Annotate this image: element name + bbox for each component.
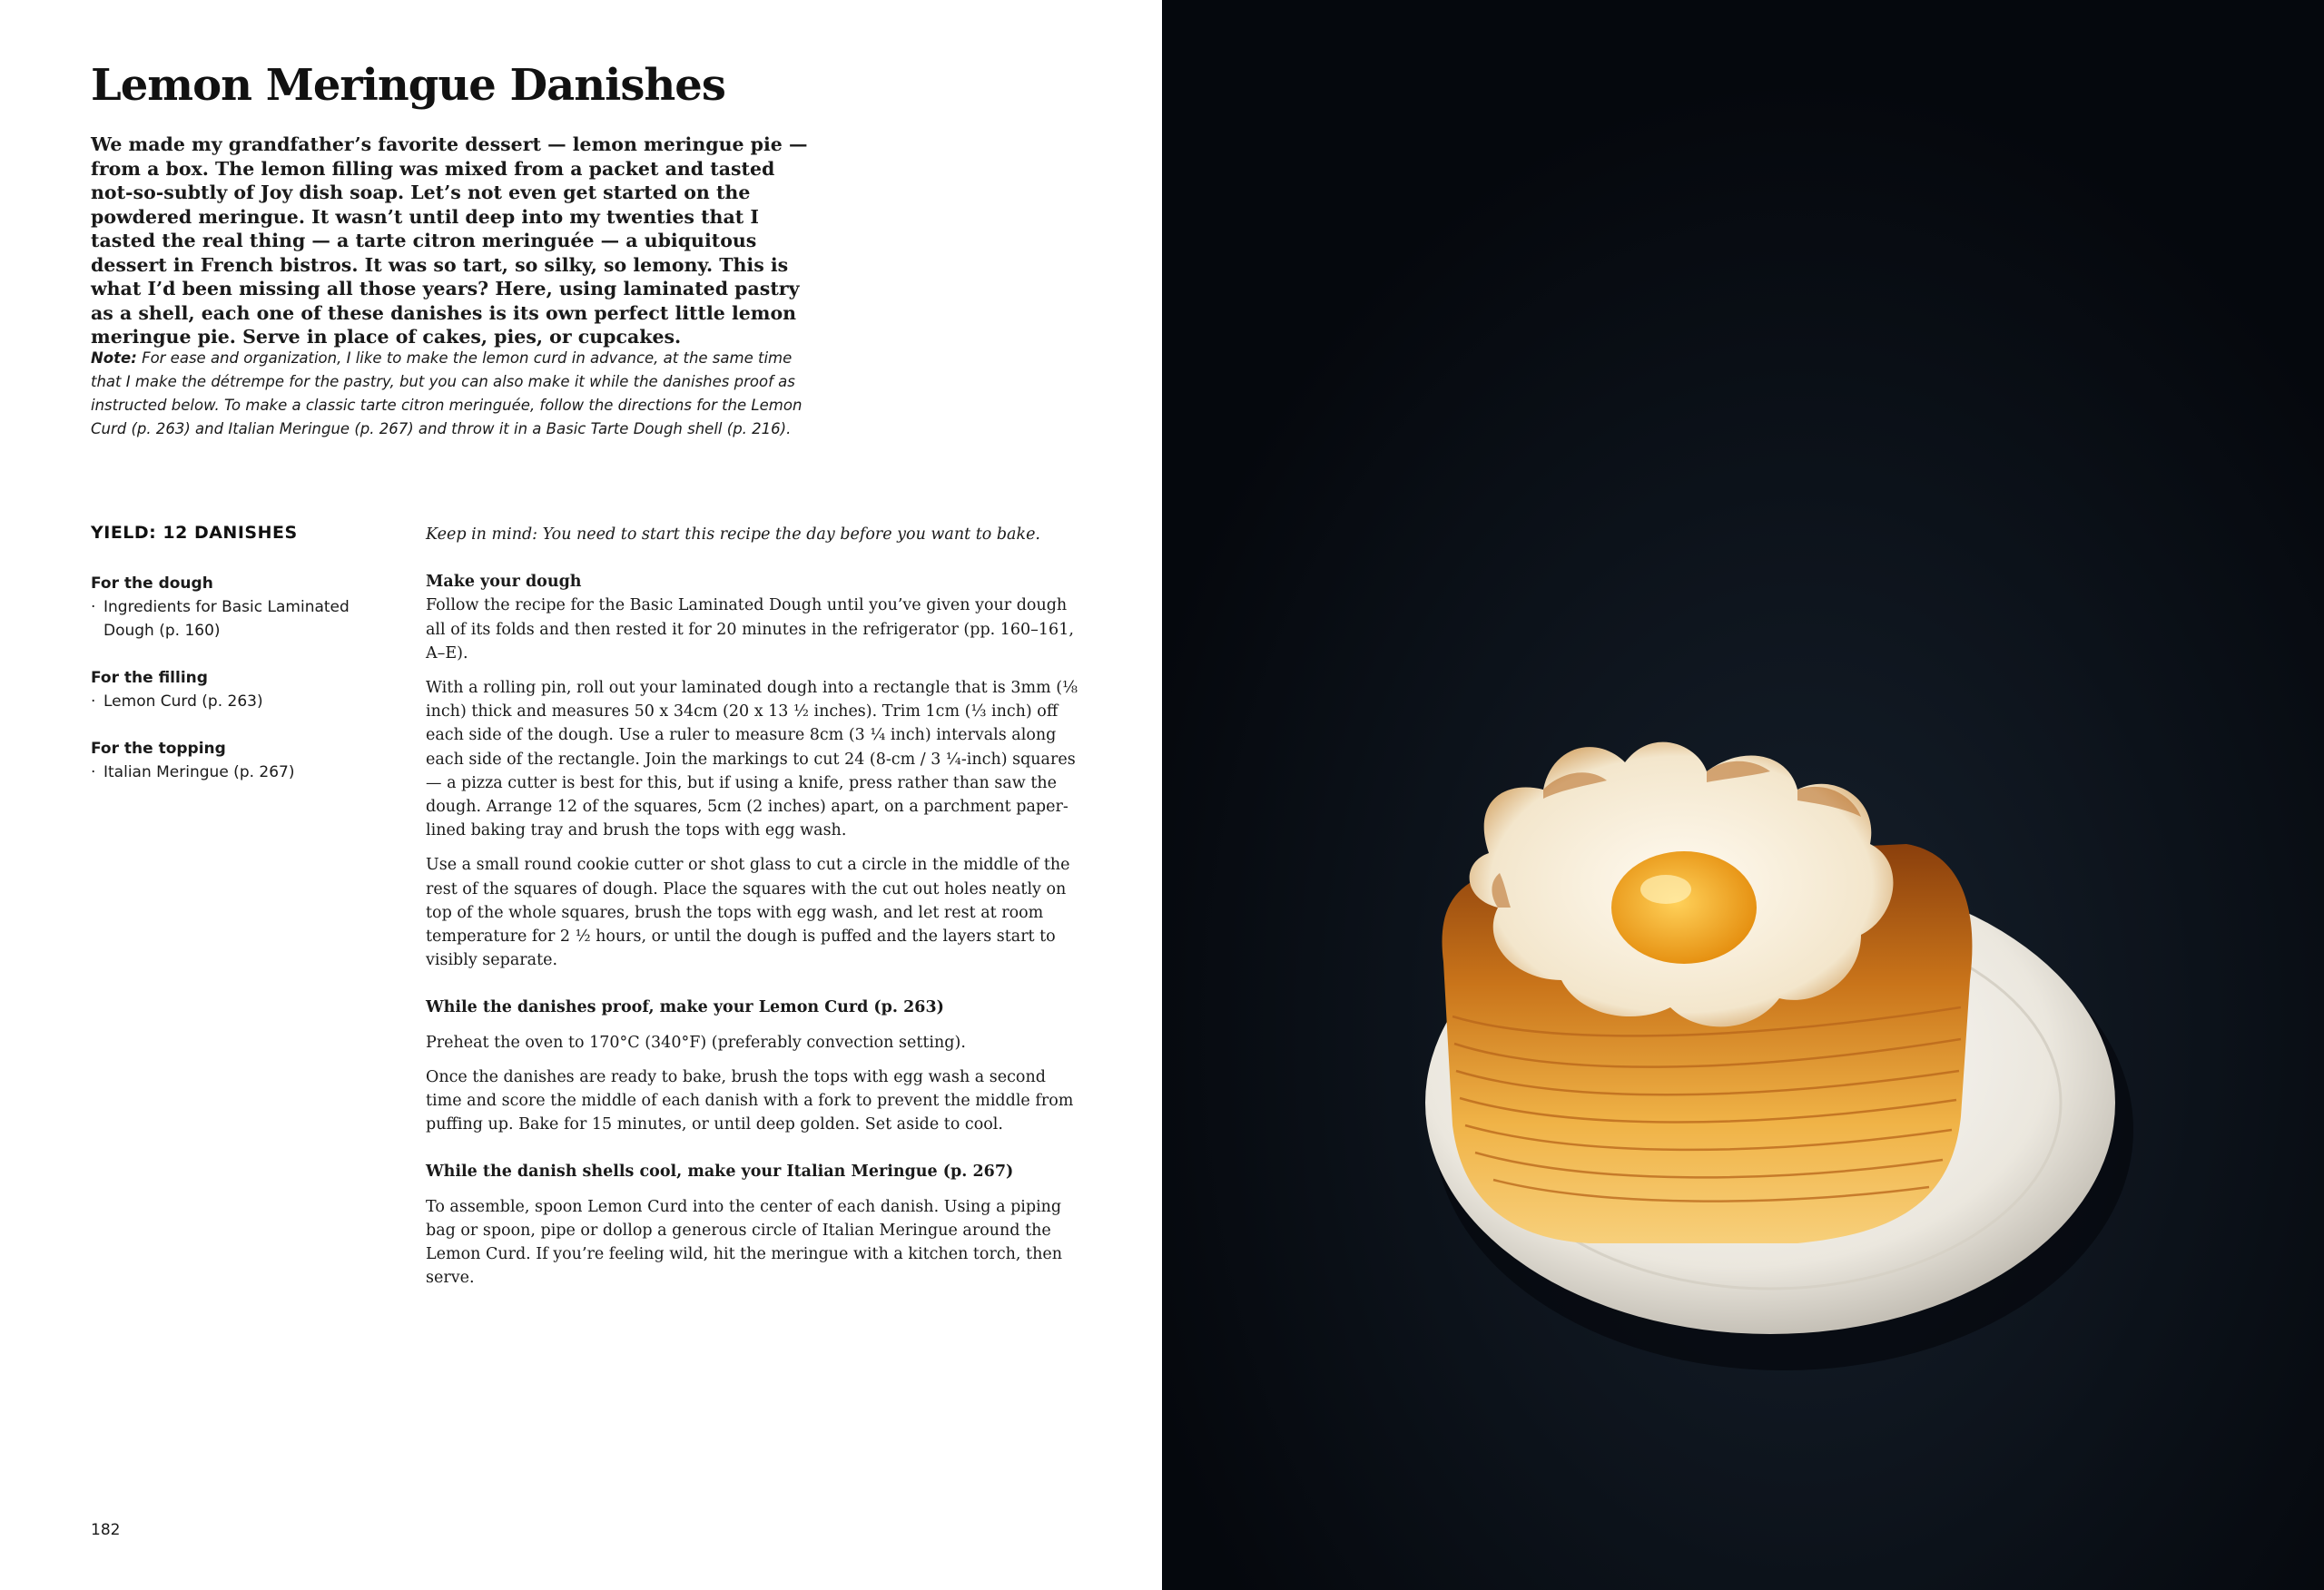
step-heading-meringue: While the danish shells cool, make your Italian Meringue (p. 267)	[426, 1163, 1014, 1182]
step-paragraph: To assemble, spoon Lemon Curd into the center of each danish. Using a piping bag or spoon, pipe or dollop a generous circle of Italian Meringue around the Lemon Curd. If you’re feeling wild, hit the meringue with a kitchen torch, then serve.	[426, 1197, 1062, 1288]
ingredient-item: · Lemon Curd (p. 263)	[91, 690, 390, 713]
recipe-title: Lemon Meringue Danishes	[91, 60, 725, 111]
ingredient-group-dough	[91, 572, 390, 643]
step-paragraph: With a rolling pin, roll out your laminated dough into a rectangle that is 3mm (⅛ inch) thick and measures 50 x 34cm (20 x 13 ½ inches). Trim 1cm (⅓ inch) off each side of the dough. Use a ruler to measure 8cm (3 ¼ inch) intervals along each side of the rectangle. Join the markings to cut 24 (8-cm / 3 ¼-inch) squares — a pizza cutter is best for this, but if using a knife, press rather than saw the dough. Arrange 12 of the squares, 5cm (2 inches) apart, on a parchment paper-lined baking tray and brush the tops with egg wash.	[426, 679, 1078, 840]
step-paragraph: Preheat the oven to 170°C (340°F) (preferably convection setting).	[426, 1033, 966, 1052]
step-heading-dough: Make your dough	[426, 573, 582, 592]
recipe-note	[91, 347, 808, 441]
note-label: Note:	[91, 349, 137, 367]
ingredient-heading: For the dough	[91, 574, 213, 593]
keep-in-mind-note: Keep in mind: You need to start this recipe the day before you want to bake.	[426, 525, 1040, 544]
recipe-yield: YIELD: 12 DANISHES	[91, 523, 298, 543]
note-text: For ease and organization, I like to make the lemon curd in advance, at the same time that I make the détrempe for the pastry, but you can also make it while the danishes proof as instructed below. To make a classic tarte citron meringuée, follow the directions for the Lemon Curd (p. 263) and Italian Meringue (p. 267) and throw it in a Basic Tarte Dough shell (p. 216).	[91, 349, 803, 437]
food-photo	[1162, 0, 2324, 1590]
ingredient-group-topping	[91, 737, 390, 784]
ingredient-group-filling	[91, 666, 390, 713]
danish-photo-illustration	[1162, 0, 2324, 1590]
step-paragraph: Follow the recipe for the Basic Laminated Dough until you’ve given your dough all of its folds and then rested it for 20 minutes in the refrigerator (pp. 160–161, A–E).	[426, 596, 1074, 662]
step-paragraph: Use a small round cookie cutter or shot glass to cut a circle in the middle of the rest of the squares of dough. Place the squares with the cut out holes neatly on top of the whole squares, brush the tops with egg wash, and let rest at room temperature for 2 ½ hours, or until the dough is puffed and the layers start to visibly separate.	[426, 856, 1070, 970]
ingredient-list	[91, 572, 390, 808]
ingredient-heading: For the topping	[91, 740, 226, 758]
step-paragraph: Once the danishes are ready to bake, brush the tops with egg wash a second time and score the middle of each danish with a fork to prevent the middle from puffing up. Bake for 15 minutes, or until deep golden. Set aside to cool.	[426, 1067, 1074, 1134]
ingredient-item: · Italian Meringue (p. 267)	[91, 761, 390, 784]
curd-highlight	[1640, 875, 1691, 904]
ingredient-heading: For the filling	[91, 669, 208, 687]
recipe-intro: We made my grandfather’s favorite dessert — lemon meringue pie — from a box. The lemon filling was mixed from a packet and tasted not-so-subtly of Joy dish soap. Let’s not even get started on the powdered meringue. It wasn’t until deep into my twenties that I tasted the real thing — a tarte citron meringuée — a ubiquitous dessert in French bistros. It was so tart, so silky, so lemony. This is what I’d been missing all those years? Here, using laminated pastry as a shell, each one of these danishes is its own perfect little lemon meringue pie. Serve in place of cakes, pies, or cupcakes.	[91, 133, 808, 348]
page-number: 182	[91, 1521, 121, 1539]
method-column	[426, 523, 1079, 1300]
ingredient-item: · Ingredients for Basic Laminated Dough (p. 160)	[91, 595, 390, 643]
lemon-curd	[1611, 851, 1757, 964]
step-heading-curd: While the danishes proof, make your Lemon Curd (p. 263)	[426, 998, 944, 1017]
